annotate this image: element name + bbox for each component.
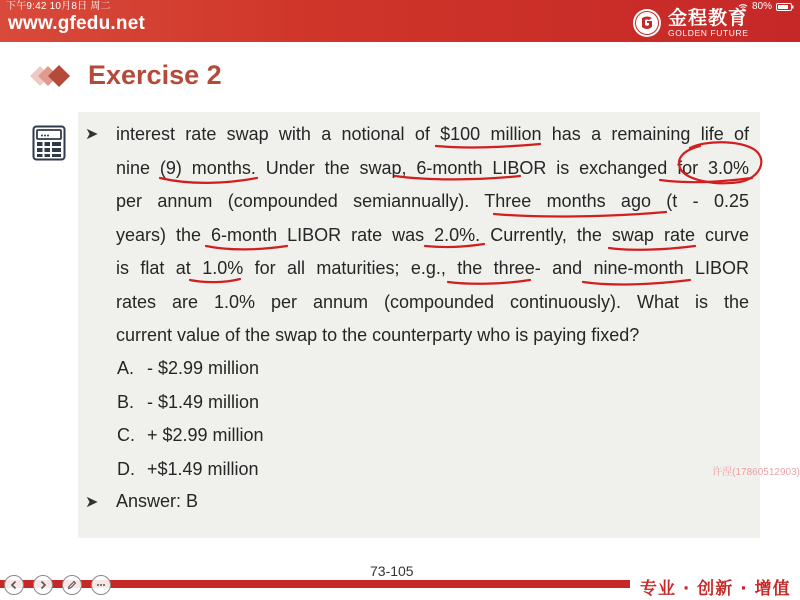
question-line xyxy=(85,185,755,219)
status-time: 下午9:42 xyxy=(6,1,47,12)
option-d xyxy=(117,453,517,487)
arrow-bullet-icon: ➤ xyxy=(85,494,99,511)
question-line-text: interest rate swap with a notional of $100 million has a remaining life of xyxy=(116,124,749,144)
battery-percent: 80% xyxy=(751,1,772,12)
question-line-text: is flat at 1.0% for all maturities; e.g., the three- and nine-month LIBOR xyxy=(116,258,749,278)
option-a xyxy=(117,352,517,386)
question-line xyxy=(85,286,755,320)
status-date: 10月8日 周二 xyxy=(49,1,111,12)
menu-icon xyxy=(95,579,107,591)
question-line-text: years) the 6-month LIBOR rate was 2.0%. Currently, the swap rate curve xyxy=(116,224,749,245)
option-letter: B. xyxy=(117,391,135,412)
previous-icon xyxy=(8,579,20,591)
option-text: - $2.99 million xyxy=(147,358,260,378)
arrow-bullet-icon: ➤ xyxy=(85,126,99,143)
menu-button[interactable] xyxy=(91,575,111,595)
pen-icon xyxy=(66,579,78,591)
question-line-text: rates are 1.0% per annum (compounded continuously). What is the xyxy=(116,291,749,312)
option-b xyxy=(117,386,517,420)
slideshow-controls xyxy=(4,574,111,596)
answer-options xyxy=(117,352,517,486)
option-text: +$1.49 million xyxy=(147,458,259,479)
brand-name-cn: 金程教育 xyxy=(668,7,749,29)
question-line xyxy=(85,319,755,353)
question-line-text: nine (9) months. Under the swap, 6-month LIBOR is exchanged for 3.0% xyxy=(116,157,749,178)
watermark: 许涅(17860512903) xyxy=(712,467,800,478)
brand-name-en: GOLDEN FUTURE xyxy=(668,28,749,38)
diamond-bullet-icon xyxy=(18,56,78,96)
option-text: + $2.99 million xyxy=(147,425,264,445)
site-url: www.gfedu.net xyxy=(8,13,146,34)
question-text xyxy=(85,118,755,353)
option-letter: D. xyxy=(117,458,135,479)
question-line xyxy=(85,219,755,253)
slide-title-row xyxy=(18,56,438,96)
page-number: 73-105 xyxy=(370,563,414,579)
option-letter: A. xyxy=(117,358,135,378)
slide-title: Exercise 2 xyxy=(88,60,222,90)
calculator-icon xyxy=(32,125,66,161)
answer-line xyxy=(85,486,198,518)
question-line xyxy=(85,252,755,286)
pen-tool-button[interactable] xyxy=(62,575,82,595)
footer-slogan: 专业 · 创新 · 增值 xyxy=(640,579,791,599)
question-line-text: current value of the swap to the counterparty who is paying fixed? xyxy=(116,325,640,345)
option-c xyxy=(117,419,517,453)
next-icon xyxy=(37,579,49,591)
previous-slide-button[interactable] xyxy=(4,575,24,595)
answer-text: Answer: B xyxy=(116,491,199,511)
question-line-text: per annum (compounded semiannually). Three months ago (t - 0.25 xyxy=(116,191,749,211)
status-time-date xyxy=(6,0,111,13)
option-text: - $1.49 million xyxy=(147,391,260,412)
question-line xyxy=(85,152,755,186)
next-slide-button[interactable] xyxy=(33,575,53,595)
golden-future-logo xyxy=(632,8,662,38)
brand-logo-block xyxy=(632,8,782,38)
option-letter: C. xyxy=(117,425,135,445)
question-line xyxy=(85,118,755,152)
